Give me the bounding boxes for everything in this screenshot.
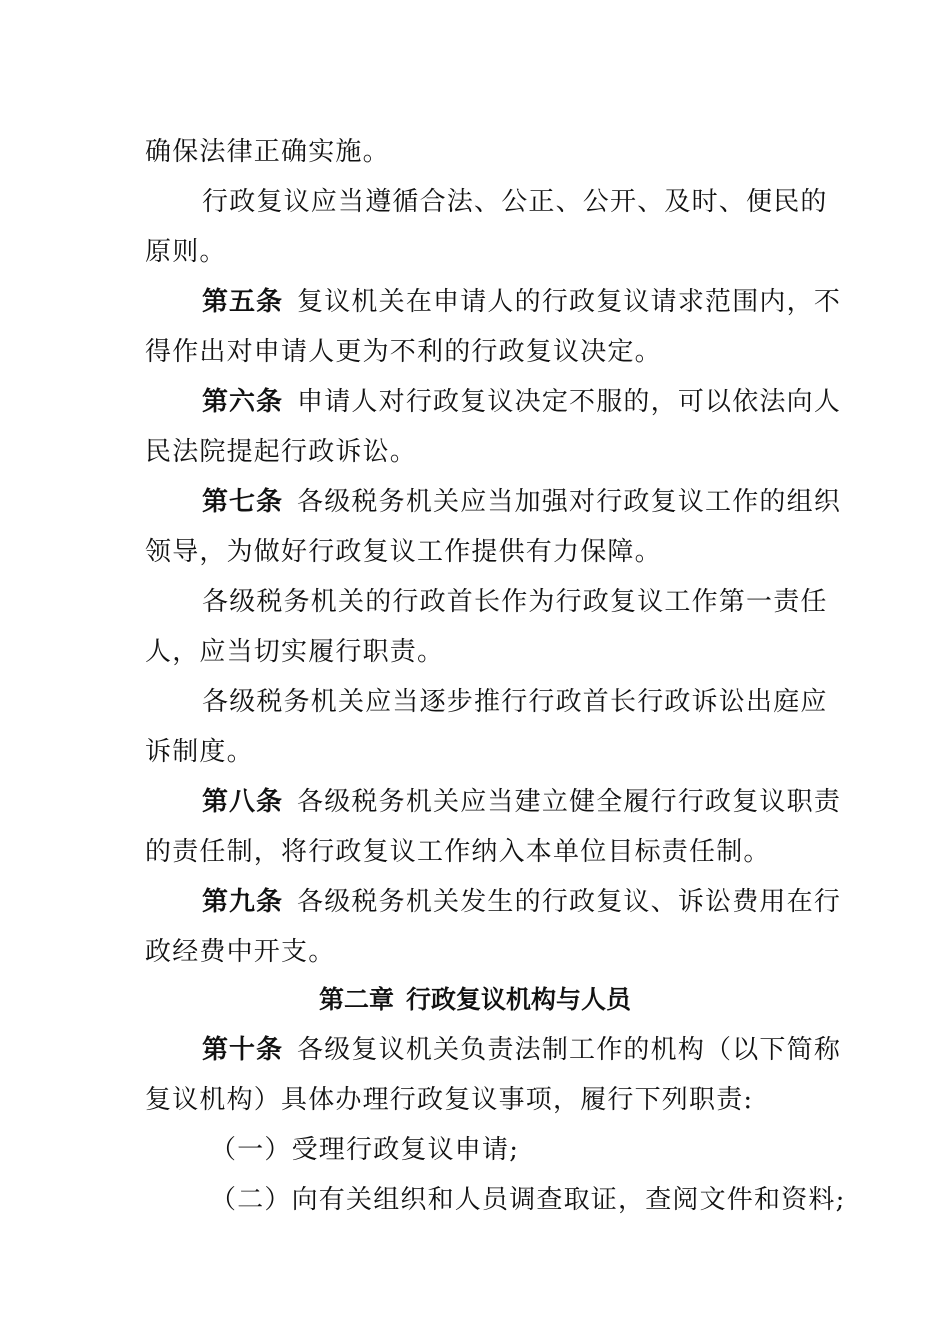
list-item: （一）受理行政复议申请; <box>210 1135 520 1165</box>
chapter-number: 第二章 <box>318 985 394 1014</box>
paragraph-line: 各级税务机关应当逐步推行行政首长行政诉讼出庭应 <box>202 687 828 717</box>
paragraph-line: 复议机构）具体办理行政复议事项，履行下列职责: <box>145 1085 754 1115</box>
paragraph-line: 各级税务机关的行政首长作为行政复议工作第一责任 <box>202 587 828 617</box>
paragraph-line: 人，应当切实履行职责。 <box>145 637 445 667</box>
paragraph-line: 的责任制，将行政复议工作纳入本单位目标责任制。 <box>145 837 771 867</box>
paragraph-line: 诉制度。 <box>145 737 254 767</box>
paragraph-line: 确保法律正确实施。 <box>145 137 390 167</box>
article-7 <box>202 487 842 517</box>
article-text: 申请人对行政复议决定不服的，可以依法向人 <box>297 387 842 417</box>
article-text: 各级税务机关发生的行政复议、诉讼费用在行 <box>297 887 842 917</box>
paragraph-line: 政经费中开支。 <box>145 937 336 967</box>
article-text: 各级税务机关应当建立健全履行行政复议职责 <box>297 787 842 817</box>
paragraph-line: 行政复议应当遵循合法、公正、公开、及时、便民的 <box>202 187 828 217</box>
article-text: 各级复议机关负责法制工作的机构（以下简称 <box>297 1035 842 1065</box>
paragraph-line: 领导，为做好行政复议工作提供有力保障。 <box>145 537 662 567</box>
chapter-heading <box>0 985 950 1015</box>
article-10 <box>202 1035 842 1065</box>
article-5 <box>202 287 842 317</box>
paragraph-line: 原则。 <box>145 237 227 267</box>
article-6 <box>202 387 842 417</box>
article-label: 第八条 <box>202 787 284 817</box>
article-label: 第六条 <box>202 387 284 417</box>
paragraph-line: 得作出对申请人更为不利的行政复议决定。 <box>145 337 662 367</box>
article-8 <box>202 787 842 817</box>
paragraph-line: 民法院提起行政诉讼。 <box>145 437 418 467</box>
article-label: 第十条 <box>202 1035 284 1065</box>
article-label: 第五条 <box>202 287 284 317</box>
article-label: 第七条 <box>202 487 284 517</box>
article-label: 第九条 <box>202 887 284 917</box>
article-9 <box>202 887 842 917</box>
list-item: （二）向有关组织和人员调查取证，查阅文件和资料; <box>210 1185 846 1215</box>
article-text: 复议机关在申请人的行政复议请求范围内，不 <box>297 287 842 317</box>
chapter-title: 行政复议机构与人员 <box>406 985 632 1014</box>
article-text: 各级税务机关应当加强对行政复议工作的组织 <box>297 487 842 517</box>
